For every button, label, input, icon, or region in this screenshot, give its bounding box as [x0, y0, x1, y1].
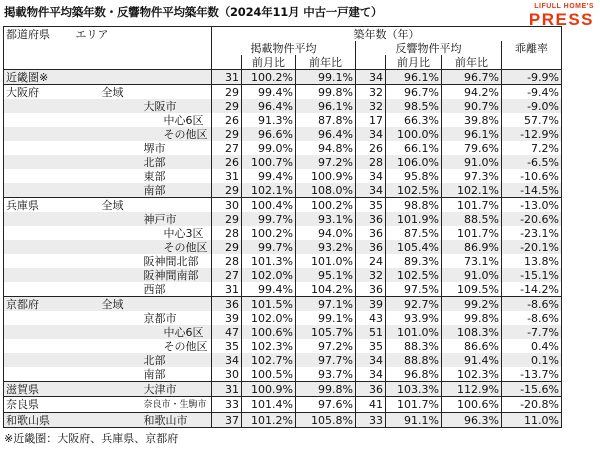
cell-inquiry-age: 34 — [356, 127, 386, 141]
cell-listing-age: 26 — [212, 113, 242, 127]
table-row — [4, 268, 562, 282]
cell-pref — [4, 226, 66, 240]
cell-listing-yoy: 94.8% — [296, 141, 356, 155]
cell-listing-age: 28 — [212, 226, 242, 240]
cell-listing-mom: 100.2% — [242, 70, 296, 85]
cell-listing-age: 31 — [212, 382, 242, 397]
cell-divergence: -20.8% — [502, 397, 562, 413]
cell-listing-yoy: 93.1% — [296, 212, 356, 226]
cell-area: 南部 — [66, 183, 212, 198]
table-row — [4, 141, 562, 155]
cell-listing-mom: 102.1% — [242, 183, 296, 198]
cell-inquiry-mom: 100.0% — [386, 127, 442, 141]
cell-inquiry-yoy: 101.7% — [442, 226, 502, 240]
cell-divergence: -9.4% — [502, 85, 562, 100]
cell-pref — [4, 367, 66, 382]
table-body — [4, 70, 562, 428]
cell-inquiry-yoy: 96.3% — [442, 413, 502, 428]
cell-listing-yoy: 101.0% — [296, 254, 356, 268]
header-listing-yoy: 前年比 — [296, 55, 356, 70]
cell-inquiry-mom: 101.0% — [386, 325, 442, 339]
cell-inquiry-age: 17 — [356, 113, 386, 127]
table-row — [4, 353, 562, 367]
cell-area: 中心3区 — [66, 226, 212, 240]
cell-inquiry-age: 34 — [356, 183, 386, 198]
cell-listing-yoy: 93.7% — [296, 367, 356, 382]
cell-listing-yoy: 93.2% — [296, 240, 356, 254]
cell-listing-age: 28 — [212, 254, 242, 268]
cell-listing-age: 30 — [212, 367, 242, 382]
table-row — [4, 70, 562, 85]
cell-inquiry-yoy: 94.2% — [442, 85, 502, 100]
table-row — [4, 99, 562, 113]
header-pref: 都道府県 — [4, 27, 66, 42]
cell-listing-mom: 99.0% — [242, 141, 296, 155]
cell-inquiry-yoy: 101.7% — [442, 198, 502, 213]
footnote: ※近畿圏：大阪府、兵庫県、京都府 — [4, 432, 179, 445]
cell-listing-mom: 101.2% — [242, 413, 296, 428]
cell-inquiry-yoy: 91.0% — [442, 155, 502, 169]
cell-listing-yoy: 97.2% — [296, 155, 356, 169]
cell-inquiry-age: 51 — [356, 325, 386, 339]
cell-listing-age: 29 — [212, 240, 242, 254]
cell-listing-yoy: 104.2% — [296, 282, 356, 297]
cell-pref — [4, 339, 66, 353]
cell-area: 北部 — [66, 155, 212, 169]
cell-listing-age: 27 — [212, 268, 242, 282]
cell-inquiry-mom: 66.1% — [386, 141, 442, 155]
cell-listing-yoy: 95.1% — [296, 268, 356, 282]
cell-inquiry-mom: 106.0% — [386, 155, 442, 169]
cell-inquiry-mom: 102.5% — [386, 268, 442, 282]
cell-area: 神戸市 — [66, 212, 212, 226]
cell-listing-yoy: 94.0% — [296, 226, 356, 240]
cell-listing-mom: 101.3% — [242, 254, 296, 268]
cell-area: 大津市 — [66, 382, 212, 397]
cell-area: 阪神間南部 — [66, 268, 212, 282]
cell-listing-yoy: 96.4% — [296, 127, 356, 141]
cell-listing-age: 29 — [212, 127, 242, 141]
table-row — [4, 397, 562, 413]
cell-divergence: 13.8% — [502, 254, 562, 268]
cell-inquiry-mom: 101.7% — [386, 397, 442, 413]
cell-listing-mom: 100.9% — [242, 382, 296, 397]
header-inquiry-mom: 前月比 — [386, 55, 442, 70]
cell-listing-age: 26 — [212, 155, 242, 169]
cell-inquiry-mom: 98.5% — [386, 99, 442, 113]
table-row — [4, 297, 562, 312]
header-area: エリア — [66, 27, 212, 42]
cell-inquiry-age: 32 — [356, 268, 386, 282]
cell-listing-mom: 100.6% — [242, 325, 296, 339]
cell-inquiry-age: 36 — [356, 382, 386, 397]
cell-listing-yoy: 99.8% — [296, 85, 356, 100]
cell-listing-mom: 99.4% — [242, 169, 296, 183]
cell-pref — [4, 127, 66, 141]
cell-listing-mom: 99.7% — [242, 212, 296, 226]
cell-divergence: -13.0% — [502, 198, 562, 213]
cell-listing-yoy: 105.7% — [296, 325, 356, 339]
cell-divergence: -15.6% — [502, 382, 562, 397]
cell-inquiry-mom: 98.8% — [386, 198, 442, 213]
table-row — [4, 169, 562, 183]
cell-pref — [4, 282, 66, 297]
cell-inquiry-yoy: 108.3% — [442, 325, 502, 339]
cell-listing-yoy: 100.9% — [296, 169, 356, 183]
cell-pref — [4, 169, 66, 183]
cell-divergence: -15.1% — [502, 268, 562, 282]
cell-inquiry-age: 35 — [356, 198, 386, 213]
cell-area: 西部 — [66, 282, 212, 297]
cell-inquiry-mom: 93.9% — [386, 311, 442, 325]
cell-inquiry-mom: 96.7% — [386, 85, 442, 100]
cell-inquiry-mom: 88.3% — [386, 339, 442, 353]
cell-inquiry-mom: 105.4% — [386, 240, 442, 254]
cell-inquiry-yoy: 90.7% — [442, 99, 502, 113]
cell-area: その他区 — [66, 240, 212, 254]
cell-listing-mom: 96.6% — [242, 127, 296, 141]
cell-inquiry-yoy: 102.1% — [442, 183, 502, 198]
cell-listing-yoy: 108.0% — [296, 183, 356, 198]
cell-inquiry-yoy: 91.0% — [442, 268, 502, 282]
cell-area — [66, 70, 212, 85]
cell-listing-age: 29 — [212, 212, 242, 226]
cell-inquiry-age: 43 — [356, 311, 386, 325]
cell-inquiry-age: 39 — [356, 297, 386, 312]
cell-inquiry-mom: 92.7% — [386, 297, 442, 312]
cell-inquiry-age: 36 — [356, 240, 386, 254]
cell-pref: 滋賀県 — [4, 382, 66, 397]
cell-area: 南部 — [66, 367, 212, 382]
cell-inquiry-age: 34 — [356, 353, 386, 367]
cell-listing-yoy: 99.8% — [296, 382, 356, 397]
cell-listing-age: 31 — [212, 70, 242, 85]
cell-pref: 京都府 — [4, 297, 66, 312]
cell-divergence: -10.6% — [502, 169, 562, 183]
table-row — [4, 226, 562, 240]
cell-inquiry-yoy: 96.7% — [442, 70, 502, 85]
cell-listing-mom: 102.7% — [242, 353, 296, 367]
table-row — [4, 311, 562, 325]
cell-listing-yoy: 97.6% — [296, 397, 356, 413]
cell-area: 和歌山市 — [66, 413, 212, 428]
cell-listing-yoy: 96.1% — [296, 99, 356, 113]
cell-listing-mom: 102.0% — [242, 268, 296, 282]
cell-inquiry-yoy: 112.9% — [442, 382, 502, 397]
cell-pref — [4, 155, 66, 169]
cell-inquiry-mom: 101.9% — [386, 212, 442, 226]
cell-listing-mom: 99.4% — [242, 282, 296, 297]
cell-pref: 大阪府 — [4, 85, 66, 100]
cell-area: その他区 — [66, 127, 212, 141]
cell-inquiry-yoy: 102.3% — [442, 367, 502, 382]
table-row — [4, 240, 562, 254]
cell-inquiry-yoy: 109.5% — [442, 282, 502, 297]
table-row — [4, 212, 562, 226]
cell-divergence: 7.2% — [502, 141, 562, 155]
cell-inquiry-mom: 96.1% — [386, 70, 442, 85]
header-inquiry: 反響物件平均 — [356, 41, 502, 55]
cell-pref — [4, 254, 66, 268]
cell-area: 中心6区 — [66, 325, 212, 339]
cell-inquiry-age: 41 — [356, 397, 386, 413]
cell-area: 堺市 — [66, 141, 212, 155]
cell-listing-mom: 99.7% — [242, 240, 296, 254]
cell-area: 京都市 — [66, 311, 212, 325]
cell-area: 奈良市・生駒市 — [66, 397, 212, 413]
cell-pref: 和歌山県 — [4, 413, 66, 428]
cell-listing-age: 37 — [212, 413, 242, 428]
cell-inquiry-mom: 96.8% — [386, 367, 442, 382]
cell-pref — [4, 212, 66, 226]
cell-inquiry-yoy: 79.6% — [442, 141, 502, 155]
cell-listing-mom: 100.5% — [242, 367, 296, 382]
cell-inquiry-age: 32 — [356, 85, 386, 100]
cell-divergence: 11.0% — [502, 413, 562, 428]
cell-listing-yoy: 97.2% — [296, 339, 356, 353]
cell-listing-age: 36 — [212, 297, 242, 312]
table-row — [4, 127, 562, 141]
header-group: 築年数（年） — [212, 27, 562, 42]
cell-listing-age: 47 — [212, 325, 242, 339]
table-row — [4, 382, 562, 397]
table-row — [4, 339, 562, 353]
cell-listing-yoy: 97.7% — [296, 353, 356, 367]
cell-inquiry-age: 24 — [356, 254, 386, 268]
cell-divergence: -14.2% — [502, 282, 562, 297]
age-table — [3, 26, 562, 428]
cell-listing-age: 27 — [212, 141, 242, 155]
brand-logo — [529, 3, 594, 28]
cell-area: 全域 — [66, 297, 212, 312]
cell-pref — [4, 183, 66, 198]
cell-pref — [4, 240, 66, 254]
cell-divergence: -13.7% — [502, 367, 562, 382]
cell-divergence: 0.4% — [502, 339, 562, 353]
cell-listing-mom: 101.4% — [242, 397, 296, 413]
cell-listing-age: 29 — [212, 85, 242, 100]
cell-listing-mom: 91.3% — [242, 113, 296, 127]
cell-inquiry-age: 32 — [356, 99, 386, 113]
page-title: 掲載物件平均築年数・反響物件平均築年数（2024年11月 中古一戸建て） — [4, 5, 383, 19]
cell-listing-yoy: 105.8% — [296, 413, 356, 428]
table-row — [4, 183, 562, 198]
cell-listing-yoy: 100.2% — [296, 198, 356, 213]
cell-divergence: -6.5% — [502, 155, 562, 169]
cell-listing-age: 33 — [212, 397, 242, 413]
cell-listing-mom: 102.0% — [242, 311, 296, 325]
cell-inquiry-age: 34 — [356, 169, 386, 183]
cell-area: 全域 — [66, 85, 212, 100]
cell-pref — [4, 113, 66, 127]
table-row — [4, 367, 562, 382]
cell-inquiry-mom: 88.8% — [386, 353, 442, 367]
header-row-1 — [4, 27, 562, 42]
header-divergence: 乖離率 — [502, 41, 562, 55]
cell-area: 大阪市 — [66, 99, 212, 113]
cell-inquiry-mom: 97.5% — [386, 282, 442, 297]
cell-inquiry-yoy: 39.8% — [442, 113, 502, 127]
cell-listing-mom: 100.7% — [242, 155, 296, 169]
cell-divergence: -12.9% — [502, 127, 562, 141]
cell-listing-mom: 101.5% — [242, 297, 296, 312]
cell-divergence: -20.6% — [502, 212, 562, 226]
cell-listing-age: 29 — [212, 183, 242, 198]
cell-area: 阪神間北部 — [66, 254, 212, 268]
cell-inquiry-mom: 89.3% — [386, 254, 442, 268]
cell-listing-mom: 99.4% — [242, 85, 296, 100]
cell-area: 東部 — [66, 169, 212, 183]
cell-divergence: -7.7% — [502, 325, 562, 339]
cell-pref: 近畿圏※ — [4, 70, 66, 85]
table-row — [4, 198, 562, 213]
cell-listing-mom: 100.4% — [242, 198, 296, 213]
cell-inquiry-yoy: 91.4% — [442, 353, 502, 367]
header-listing: 掲載物件平均 — [212, 41, 356, 55]
cell-divergence: -8.6% — [502, 311, 562, 325]
cell-inquiry-age: 26 — [356, 141, 386, 155]
cell-listing-yoy: 97.1% — [296, 297, 356, 312]
cell-listing-age: 39 — [212, 311, 242, 325]
table-row — [4, 85, 562, 100]
cell-inquiry-age: 35 — [356, 339, 386, 353]
cell-pref — [4, 325, 66, 339]
table-row — [4, 113, 562, 127]
cell-inquiry-age: 36 — [356, 226, 386, 240]
table-row — [4, 282, 562, 297]
cell-listing-yoy: 99.1% — [296, 311, 356, 325]
cell-listing-mom: 100.2% — [242, 226, 296, 240]
cell-area: 北部 — [66, 353, 212, 367]
cell-pref: 奈良県 — [4, 397, 66, 413]
cell-pref — [4, 311, 66, 325]
cell-area: その他区 — [66, 339, 212, 353]
table-row — [4, 325, 562, 339]
cell-listing-yoy: 87.8% — [296, 113, 356, 127]
cell-inquiry-mom: 91.1% — [386, 413, 442, 428]
cell-inquiry-mom: 66.3% — [386, 113, 442, 127]
cell-inquiry-yoy: 86.6% — [442, 339, 502, 353]
cell-inquiry-age: 34 — [356, 367, 386, 382]
cell-inquiry-age: 34 — [356, 70, 386, 85]
cell-divergence: -9.0% — [502, 99, 562, 113]
header-listing-mom: 前月比 — [242, 55, 296, 70]
header-inquiry-yoy: 前年比 — [442, 55, 502, 70]
cell-divergence: -23.1% — [502, 226, 562, 240]
logo-main-text: PRESS — [528, 10, 594, 29]
cell-listing-age: 31 — [212, 169, 242, 183]
cell-inquiry-yoy: 88.5% — [442, 212, 502, 226]
logo-top-text: LIFULL HOME'S — [534, 3, 594, 10]
table-row — [4, 413, 562, 428]
header-row-2 — [4, 41, 562, 55]
cell-inquiry-yoy: 99.8% — [442, 311, 502, 325]
cell-listing-age: 31 — [212, 282, 242, 297]
cell-pref: 兵庫県 — [4, 198, 66, 213]
cell-inquiry-mom: 103.3% — [386, 382, 442, 397]
header-row-3 — [4, 55, 562, 70]
cell-listing-age: 30 — [212, 198, 242, 213]
cell-inquiry-yoy: 96.1% — [442, 127, 502, 141]
cell-inquiry-mom: 95.8% — [386, 169, 442, 183]
cell-listing-mom: 96.4% — [242, 99, 296, 113]
cell-pref — [4, 353, 66, 367]
cell-inquiry-yoy: 97.3% — [442, 169, 502, 183]
cell-inquiry-mom: 102.5% — [386, 183, 442, 198]
cell-listing-age: 34 — [212, 353, 242, 367]
cell-pref — [4, 99, 66, 113]
cell-inquiry-yoy: 73.1% — [442, 254, 502, 268]
cell-inquiry-yoy: 86.9% — [442, 240, 502, 254]
table-row — [4, 155, 562, 169]
cell-listing-age: 29 — [212, 99, 242, 113]
cell-area: 中心6区 — [66, 113, 212, 127]
cell-inquiry-mom: 87.5% — [386, 226, 442, 240]
cell-inquiry-age: 28 — [356, 155, 386, 169]
cell-divergence: -9.9% — [502, 70, 562, 85]
cell-inquiry-age: 33 — [356, 413, 386, 428]
cell-inquiry-yoy: 99.2% — [442, 297, 502, 312]
cell-listing-mom: 102.3% — [242, 339, 296, 353]
cell-pref — [4, 141, 66, 155]
cell-area: 全域 — [66, 198, 212, 213]
table-row — [4, 254, 562, 268]
cell-divergence: 0.1% — [502, 353, 562, 367]
cell-divergence: -8.6% — [502, 297, 562, 312]
cell-divergence: 57.7% — [502, 113, 562, 127]
cell-listing-age: 35 — [212, 339, 242, 353]
cell-inquiry-age: 36 — [356, 282, 386, 297]
cell-divergence: -20.1% — [502, 240, 562, 254]
cell-divergence: -14.5% — [502, 183, 562, 198]
cell-inquiry-yoy: 100.6% — [442, 397, 502, 413]
cell-inquiry-age: 36 — [356, 212, 386, 226]
cell-listing-yoy: 99.1% — [296, 70, 356, 85]
cell-pref — [4, 268, 66, 282]
